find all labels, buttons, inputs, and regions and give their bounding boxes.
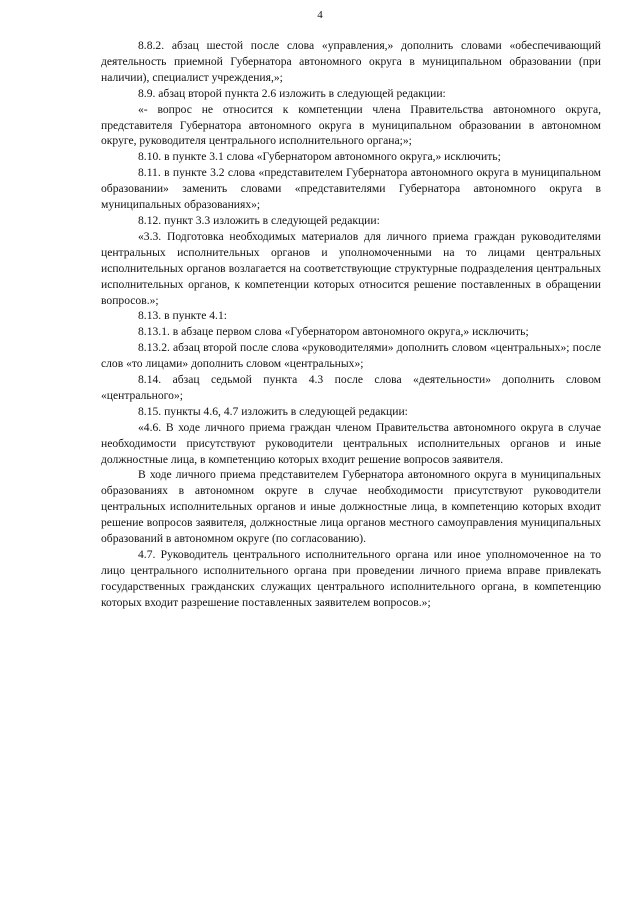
paragraph-8-15: 8.15. пункты 4.6, 4.7 изложить в следующей редакции:: [138, 404, 408, 418]
document-body: [101, 38, 601, 611]
paragraph-8-13: 8.13. в пункте 4.1:: [138, 309, 227, 323]
paragraph-8-12: 8.12. пункт 3.3 изложить в следующей редакции:: [138, 213, 380, 227]
paragraph-8-9-text: «- вопрос не относится к компетенции члена Правительства автономного округа, представителя Губернатора автономного округа в муниципальном образовании в автономном округе, руководителя центрального исполнительного органа;»;: [101, 102, 601, 148]
paragraph-4-6-second: В ходе личного приема представителем Губернатора автономного округа в муниципальных образованиях в автономном округе в случае необходимости присутствуют руководители центральных исполнительных органов и иные должностные лица, в компетенцию которых входит решение вопросов заявителя, должностные лица органов местного самоуправления муниципальных образований в автономном округе (по согласованию).: [101, 468, 601, 546]
page-number: 4: [317, 9, 323, 21]
paragraph-3-3: «3.3. Подготовка необходимых материалов для личного приема граждан руководителями центральных исполнительных органов и уполномоченными на то лицами центральных исполнительных органов возлагается на соответствующие структурные подразделения центральных исполнительных органов, к компетенции которых относится решение поставленных в обращении вопросов.»;: [101, 229, 601, 307]
paragraph-8-8-2: 8.8.2. абзац шестой после слова «управления,» дополнить словами «обеспечивающий деятельность приемной Губернатора автономного округа в муниципальном образовании (при наличии), специалист учреждения,»;: [101, 39, 601, 84]
paragraph-4-7: 4.7. Руководитель центрального исполнительного органа или иное уполномоченное на то лицо центрального исполнительного органа при проведении личного приема вправе привлекать государственных гражданских служащих центрального исполнительного органа, в компетенцию которых входит разрешение поставленных заявителем вопросов.»;: [101, 548, 601, 609]
paragraph-4-6: «4.6. В ходе личного приема граждан членом Правительства автономного округа в случае необходимости присутствуют руководители центральных исполнительных органов и иные должностные лица, в компетенцию которых входит решение вопросов заявителя.: [101, 420, 601, 466]
paragraph-8-11: 8.11. в пункте 3.2 слова «представителем Губернатора автономного округа в муниципальном образовании» заменить словами «представителями Губернатора автономного округа в муниципальных образованиях»;: [101, 166, 601, 212]
paragraph-8-13-2: 8.13.2. абзац второй после слова «руководителями» дополнить словом «центральных»; после слов «то лицами» дополнить словом «центральных»;: [101, 341, 601, 371]
paragraph-8-14: 8.14. абзац седьмой пункта 4.3 после слова «деятельности» дополнить словом «центрального»;: [101, 373, 601, 402]
paragraph-8-10: 8.10. в пункте 3.1 слова «Губернатором автономного округа,» исключить;: [138, 150, 501, 164]
paragraph-8-9: 8.9. абзац второй пункта 2.6 изложить в следующей редакции:: [138, 86, 446, 100]
paragraph-8-13-1: 8.13.1. в абзаце первом слова «Губернатором автономного округа,» исключить;: [138, 325, 529, 339]
